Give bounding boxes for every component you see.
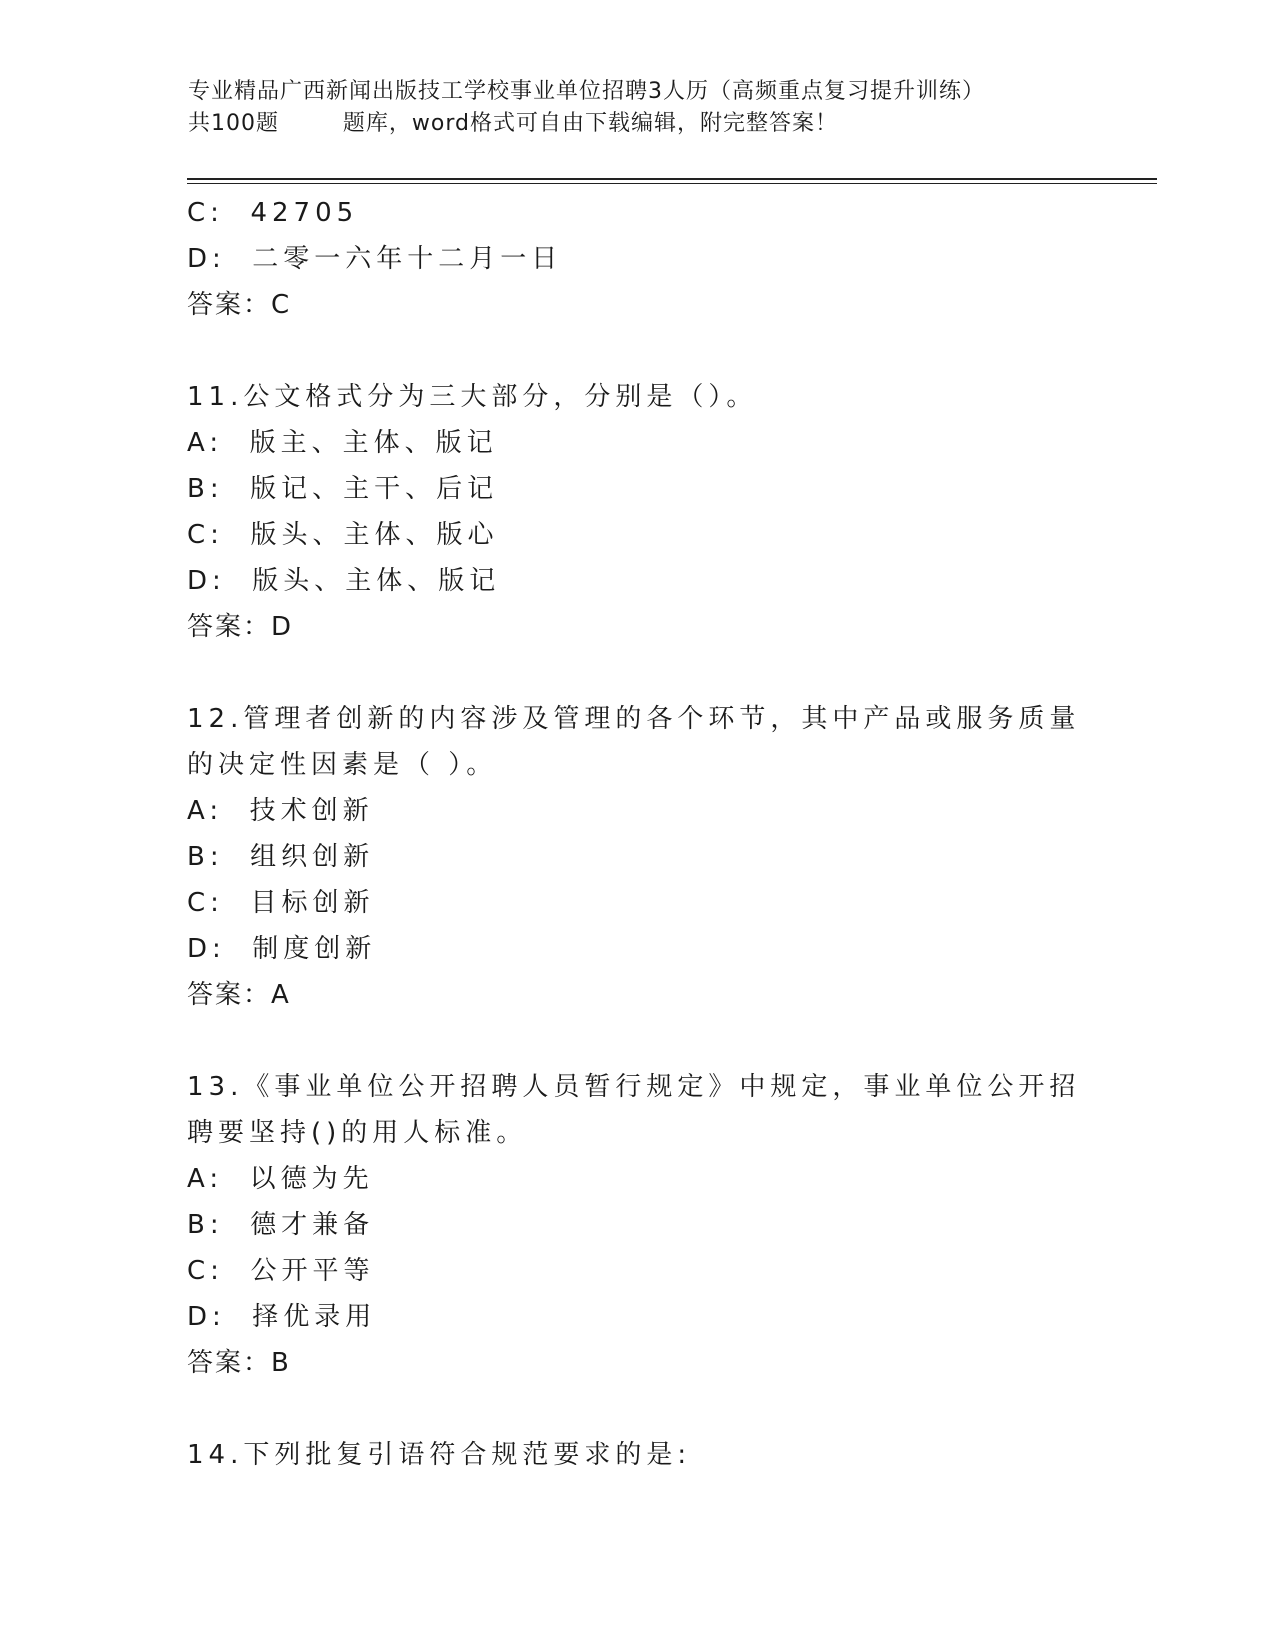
- option-a: A: 以德为先: [187, 1164, 374, 1194]
- spacer: [187, 1386, 1087, 1432]
- question-text: 14.下列批复引语符合规范要求的是:: [187, 1440, 692, 1470]
- header-subtitle-line: 共100题 题库，word格式可自由下载编辑，附完整答案！: [188, 111, 839, 136]
- answer-line: 答案：B: [187, 1348, 291, 1378]
- answer-line: 答案：C: [187, 290, 292, 320]
- question-13: [187, 1064, 1087, 1386]
- spacer: [187, 1018, 1087, 1064]
- option-b: B: 版记、主干、后记: [187, 474, 499, 504]
- option-c: C: 版头、主体、版心: [187, 520, 499, 550]
- spacer: [187, 650, 1087, 696]
- header-divider-thick: [187, 178, 1157, 180]
- option-c: C: 目标创新: [187, 888, 375, 918]
- option-c: C: 公开平等: [187, 1256, 375, 1286]
- question-text: 11.公文格式分为三大部分，分别是（）。: [187, 382, 758, 412]
- option-d: D: 二零一六年十二月一日: [187, 244, 563, 274]
- answer-line: 答案：A: [187, 980, 291, 1010]
- header-divider-thin: [187, 183, 1157, 184]
- option-d: D: 制度创新: [187, 934, 377, 964]
- previous-question-tail: [187, 190, 1087, 328]
- option-b: B: 德才兼备: [187, 1210, 375, 1240]
- option-d: D: 版头、主体、版记: [187, 566, 501, 596]
- option-c: C: 42705: [187, 198, 359, 228]
- question-11: [187, 374, 1087, 650]
- question-text: 12.管理者创新的内容涉及管理的各个环节，其中产品或服务质量的决定性因素是（ ）。: [187, 704, 1081, 780]
- spacer: [187, 328, 1087, 374]
- option-a: A: 技术创新: [187, 796, 374, 826]
- option-a: A: 版主、主体、版记: [187, 428, 498, 458]
- question-list: [187, 190, 1087, 1478]
- question-text: 13.《事业单位公开招聘人员暂行规定》中规定，事业单位公开招聘要坚持()的用人标准。: [187, 1072, 1081, 1148]
- answer-line: 答案：D: [187, 612, 294, 642]
- option-b: B: 组织创新: [187, 842, 375, 872]
- header-title-line: 专业精品广西新闻出版技工学校事业单位招聘3人历（高频重点复习提升训练）: [188, 79, 985, 104]
- question-14: [187, 1432, 1087, 1478]
- option-d: D: 择优录用: [187, 1302, 377, 1332]
- document-header: [188, 76, 1088, 140]
- question-12: [187, 696, 1087, 1018]
